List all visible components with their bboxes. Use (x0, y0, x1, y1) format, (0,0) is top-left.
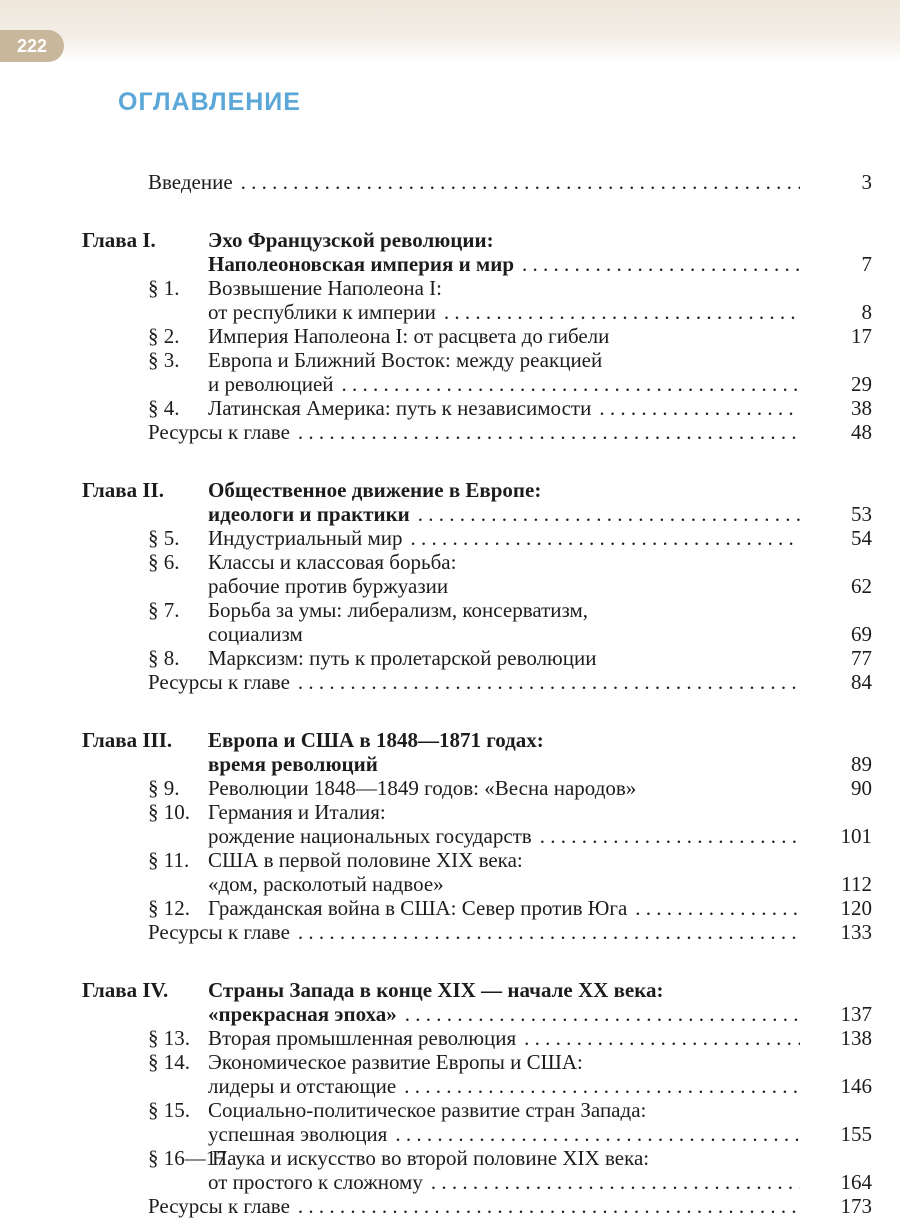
entry-page: 38 (851, 396, 872, 420)
section-title: Германия и Италия: (208, 800, 386, 824)
toc-section-cont[interactable] (0, 574, 900, 598)
section-title: Социально-политическое развитие стран Запада: (208, 1098, 647, 1122)
chapter-title: Общественное движение в Европе: (208, 478, 542, 502)
entry-page: 29 (851, 372, 872, 396)
entry-page: 53 (851, 502, 872, 526)
entry-page: 89 (851, 752, 872, 776)
page-title: ОГЛАВЛЕНИЕ (118, 88, 301, 116)
section-number: § 10. (148, 800, 190, 824)
toc-section[interactable] (0, 396, 900, 420)
toc-section[interactable] (0, 1098, 900, 1122)
toc-section[interactable] (0, 324, 900, 348)
entry-page: 90 (851, 776, 872, 800)
entry-page: 54 (851, 526, 872, 550)
section-title: лидеры и отстающие (208, 1074, 397, 1098)
toc-section[interactable] (0, 800, 900, 824)
section-number: § 7. (148, 598, 180, 622)
toc-section[interactable] (0, 526, 900, 550)
entry-page: 137 (840, 1002, 872, 1026)
section-title: Классы и классовая борьба: (208, 550, 457, 574)
chapter-title: идеологи и практики (208, 502, 410, 526)
section-number: § 6. (148, 550, 180, 574)
resources-title: Ресурсы к главе (148, 1194, 290, 1218)
entry-page: 133 (840, 920, 872, 944)
entry-page: 155 (840, 1122, 872, 1146)
entry-page: 120 (840, 896, 872, 920)
chapter-heading-cont[interactable] (0, 752, 900, 776)
chapter-title: Страны Запада в конце XIX — начале XX века: (208, 978, 664, 1002)
toc-section[interactable] (0, 348, 900, 372)
toc-resources[interactable] (0, 420, 900, 444)
section-number: § 4. (148, 396, 180, 420)
toc-entry-introduction[interactable] (0, 170, 900, 194)
entry-page: 112 (841, 872, 872, 896)
section-title: рождение национальных государств (208, 824, 532, 848)
toc-section-cont[interactable] (0, 1170, 900, 1194)
entry-page: 84 (851, 670, 872, 694)
chapter-heading[interactable] (0, 978, 900, 1002)
entry-page: 138 (840, 1026, 872, 1050)
section-title: от республики к империи (208, 300, 436, 324)
section-title: Вторая промышленная революция (208, 1026, 517, 1050)
section-number: § 9. (148, 776, 180, 800)
section-title: Борьба за умы: либерализм, консерватизм, (208, 598, 589, 622)
chapter-title: Европа и США в 1848—1871 годах: (208, 728, 544, 752)
chapter-heading-cont[interactable] (0, 252, 900, 276)
section-number: § 13. (148, 1026, 190, 1050)
entry-page: 101 (840, 824, 872, 848)
section-title: США в первой половине XIX века: (208, 848, 523, 872)
chapter-heading[interactable] (0, 728, 900, 752)
section-number: § 12. (148, 896, 190, 920)
section-title: Империя Наполеона I: от расцвета до гибели (208, 324, 610, 348)
section-title: Гражданская война в США: Север против Юга (208, 896, 628, 920)
entry-page: 7 (861, 252, 872, 276)
toc-section[interactable] (0, 276, 900, 300)
section-title: от простого к сложному (208, 1170, 423, 1194)
toc-section-cont[interactable] (0, 872, 900, 896)
entry-title: Введение (148, 170, 233, 194)
entry-page: 8 (861, 300, 872, 324)
toc-section-cont[interactable] (0, 622, 900, 646)
section-title: Европа и Ближний Восток: между реакцией (208, 348, 603, 372)
chapter-label: Глава III. (82, 728, 173, 752)
toc-section-cont[interactable] (0, 372, 900, 396)
chapter-label: Глава II. (82, 478, 164, 502)
chapter-title: время революций (208, 752, 378, 776)
chapter-title: Эхо Французской революции: (208, 228, 494, 252)
section-number: § 15. (148, 1098, 190, 1122)
section-title: Возвышение Наполеона I: (208, 276, 442, 300)
section-title: «дом, расколотый надвое» (208, 872, 444, 896)
toc-section-cont[interactable] (0, 1122, 900, 1146)
section-title: рабочие против буржуазии (208, 574, 449, 598)
chapter-label: Глава I. (82, 228, 156, 252)
toc-section[interactable] (0, 550, 900, 574)
section-title: Экономическое развитие Европы и США: (208, 1050, 583, 1074)
entry-page: 17 (851, 324, 872, 348)
entry-page: 48 (851, 420, 872, 444)
toc-section-cont[interactable] (0, 824, 900, 848)
section-number: § 2. (148, 324, 180, 348)
entry-page: 3 (861, 170, 872, 194)
chapter-heading-cont[interactable] (0, 502, 900, 526)
toc-resources[interactable] (0, 920, 900, 944)
section-number: § 3. (148, 348, 180, 372)
chapter-label: Глава IV. (82, 978, 169, 1002)
section-title: Латинская Америка: путь к независимости (208, 396, 592, 420)
entry-page: 173 (840, 1194, 872, 1218)
section-number: § 14. (148, 1050, 190, 1074)
resources-title: Ресурсы к главе (148, 420, 290, 444)
section-number: § 11. (148, 848, 190, 872)
entry-page: 146 (840, 1074, 872, 1098)
chapter-title: Наполеоновская империя и мир (208, 252, 515, 276)
toc-section[interactable] (0, 896, 900, 920)
entry-page: 164 (840, 1170, 872, 1194)
entry-page: 77 (851, 646, 872, 670)
chapter-heading-cont[interactable] (0, 1002, 900, 1026)
toc-section[interactable] (0, 1146, 900, 1170)
section-title: социализм (208, 622, 303, 646)
section-title: Индустриальный мир (208, 526, 403, 550)
chapter-heading[interactable] (0, 228, 900, 252)
chapter-title: «прекрасная эпоха» (208, 1002, 397, 1026)
page-number: 222 (0, 30, 64, 62)
toc-resources[interactable] (0, 670, 900, 694)
section-title: и революцией (208, 372, 334, 396)
toc-section[interactable] (0, 1026, 900, 1050)
entry-page: 62 (851, 574, 872, 598)
section-number: § 8. (148, 646, 180, 670)
toc-section[interactable] (0, 776, 900, 800)
toc-section[interactable] (0, 1050, 900, 1074)
section-title: Революции 1848—1849 годов: «Весна народов» (208, 776, 637, 800)
toc-section[interactable] (0, 646, 900, 670)
toc-section[interactable] (0, 598, 900, 622)
header-band (0, 0, 900, 62)
section-title: успешная эволюция (208, 1122, 388, 1146)
chapter-heading[interactable] (0, 478, 900, 502)
table-of-contents (0, 170, 900, 1218)
resources-title: Ресурсы к главе (148, 670, 290, 694)
entry-page: 69 (851, 622, 872, 646)
section-number: § 1. (148, 276, 180, 300)
toc-resources[interactable] (0, 1194, 900, 1218)
resources-title: Ресурсы к главе (148, 920, 290, 944)
section-title: Марксизм: путь к пролетарской революции (208, 646, 597, 670)
section-number: § 16—17. (148, 1146, 232, 1170)
toc-section-cont[interactable] (0, 300, 900, 324)
section-number: § 5. (148, 526, 180, 550)
toc-section-cont[interactable] (0, 1074, 900, 1098)
toc-section[interactable] (0, 848, 900, 872)
section-title: Наука и искусство во второй половине XIX века: (212, 1146, 650, 1170)
